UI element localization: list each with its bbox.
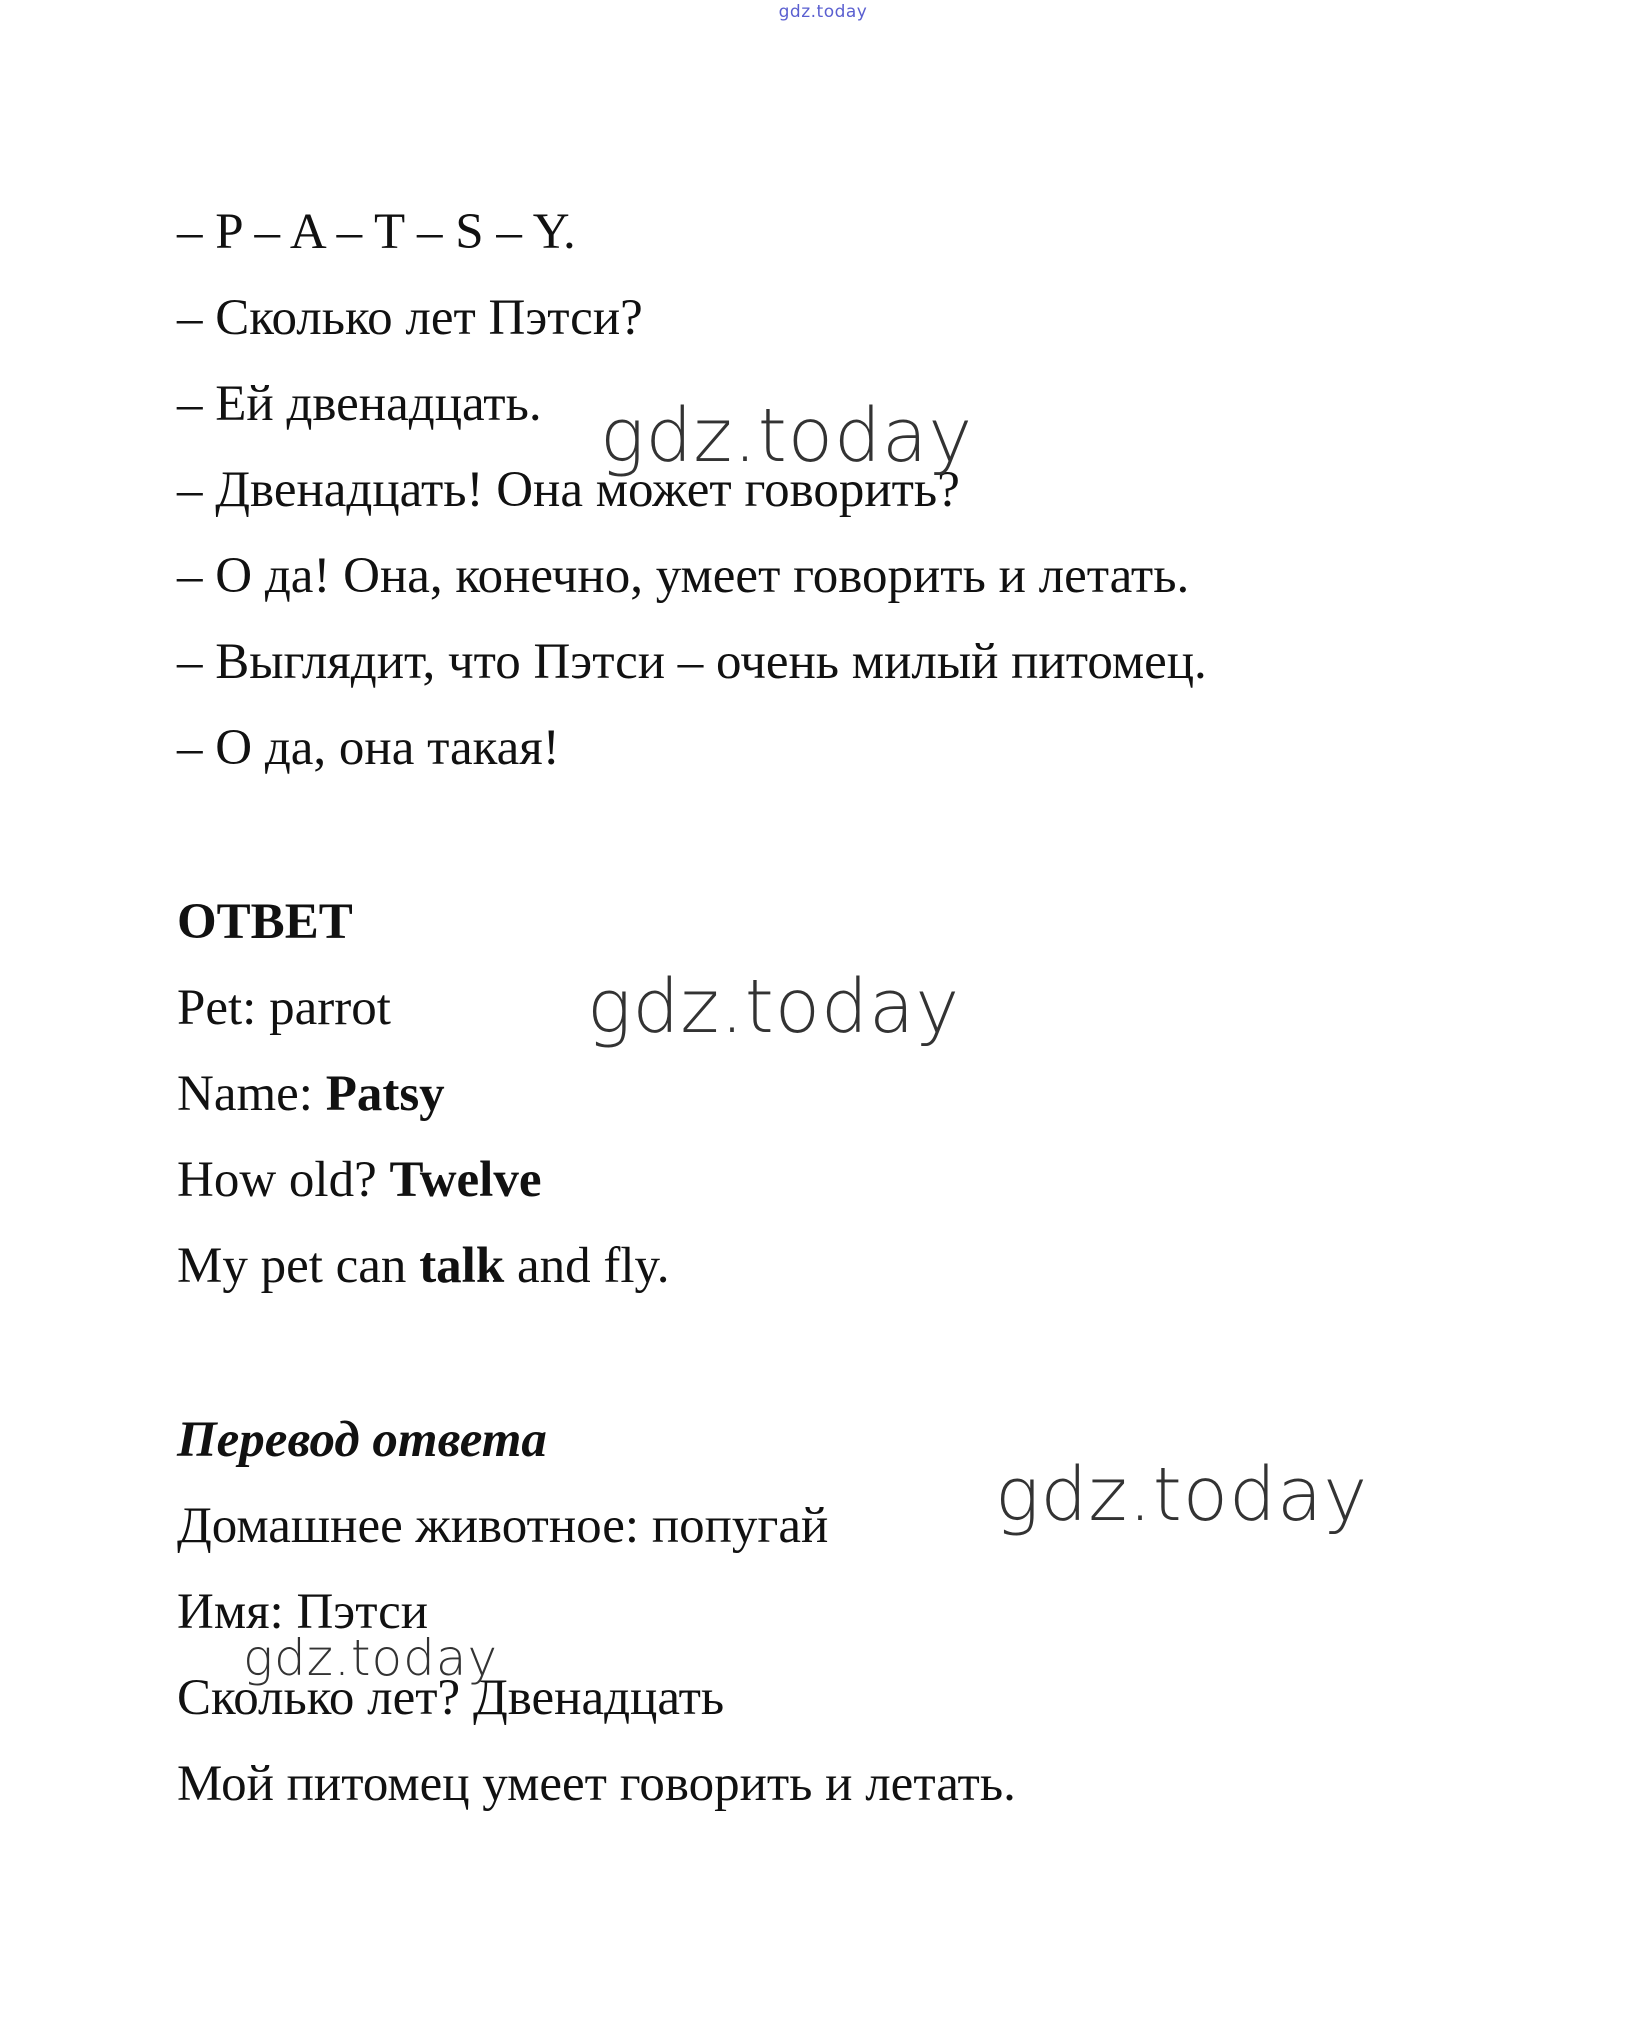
dialogue-line: – О да, она такая! (177, 720, 560, 776)
dialogue-line: – Выглядит, что Пэтси – очень милый питомец. (177, 634, 1207, 690)
watermark: gdz.today (995, 1452, 1369, 1538)
dialogue-line: – Ей двенадцать. (177, 376, 542, 432)
site-mark: gdz.today (778, 2, 868, 22)
watermark: gdz.today (587, 964, 961, 1050)
answer-age-label: How old? (177, 1152, 390, 1208)
answer-pet: Pet: parrot (177, 980, 391, 1036)
translation-line: Имя: Пэтси (177, 1584, 429, 1640)
answer-name-value: Patsy (325, 1066, 445, 1122)
dialogue-line: – Двенадцать! Она может говорить? (177, 462, 960, 518)
answer-ability (177, 1236, 669, 1296)
translation-line: Мой питомец умеет говорить и летать. (177, 1756, 1016, 1812)
watermark: gdz.today (243, 1629, 499, 1687)
dialogue-line: – P – A – T – S – Y. (177, 204, 576, 260)
translation-heading: Перевод ответа (177, 1412, 547, 1468)
translation-line: Сколько лет? Двенадцать (177, 1670, 725, 1726)
answer-ability-value: talk (419, 1238, 505, 1294)
answer-ability-suffix: and fly. (504, 1238, 670, 1294)
answer-age (177, 1150, 541, 1210)
answer-name-label: Name: (177, 1066, 326, 1122)
watermark: gdz.today (600, 393, 974, 479)
translation-line: Домашнее животное: попугай (177, 1498, 829, 1554)
dialogue-line: – Сколько лет Пэтси? (177, 290, 643, 346)
dialogue-line: – О да! Она, конечно, умеет говорить и летать. (177, 548, 1190, 604)
answer-name (177, 1064, 445, 1124)
answer-heading: ОТВЕТ (177, 894, 353, 950)
answer-ability-prefix: My pet can (177, 1238, 420, 1294)
answer-age-value: Twelve (389, 1152, 542, 1208)
